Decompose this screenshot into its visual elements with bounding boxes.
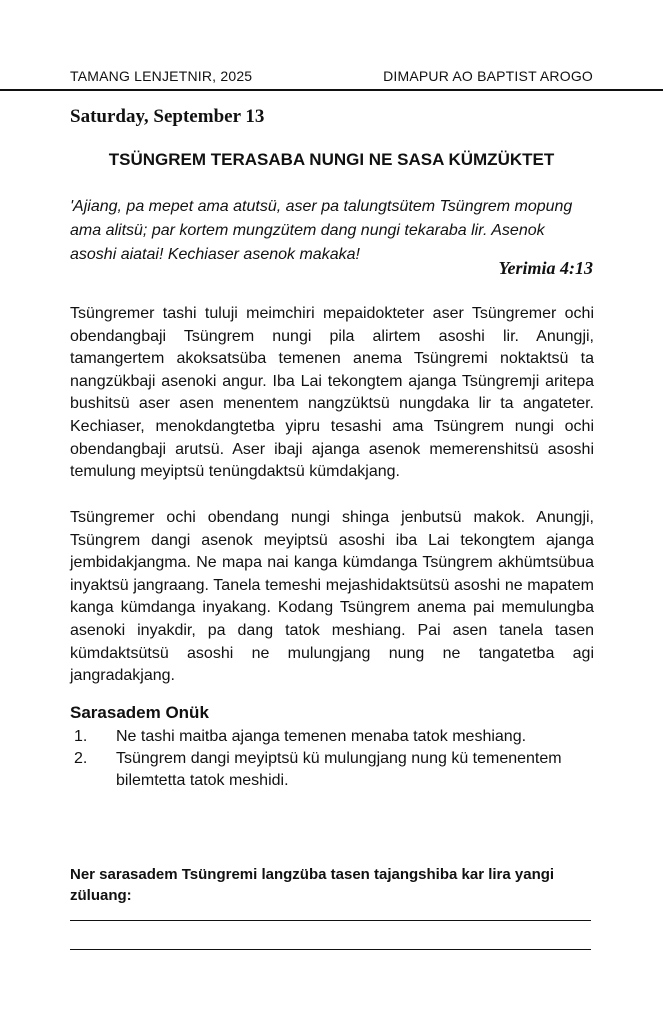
paragraph-2: Tsüngremer ochi obendang nungi shinga jenbutsü makok. Anungji, Tsüngrem dangi asenok meyiptsü asoshi iba Lai tekongtem ajanga jembidakjangma. Ne mapa nai kanga kümdanga Tsüngrem akhümtsübua inyaktsü jangraang. Tanela temeshi mejashidaktsütsü asoshi ne mapatem kanga kümdanga inyakang. Kodang Tsüngrem anema pai memulungba asenoki inyakdir, pa dang tatok meshiang. Pai asen tanela tasen kümdaktsütsü asoshi ne mulungjang nung ne tangatetba agi jangradakjang. bbox=[70, 509, 594, 685]
writing-prompt: Ner sarasadem Tsüngremi langzüba tasen tajangshiba kar lira yangi züluang: bbox=[70, 866, 555, 904]
bible-verse: 'Ajiang, pa mepet ama atutsü, aser pa talungtsütem Tsüngrem mopung ama alitsü; par kortem mungzütem dang nungi tekaraba lir. Asenok asoshi aiatai! Kechiaser asenok makaka! bbox=[70, 198, 573, 263]
writing-line[interactable] bbox=[70, 920, 591, 921]
page-title: TSÜNGREM TERASABA NUNGI NE SASA KÜMZÜKTET bbox=[108, 150, 555, 169]
list-text: Ne tashi maitba ajanga temenen menaba tatok meshiang. bbox=[116, 728, 527, 745]
list-item bbox=[70, 748, 594, 792]
list-number: 1. bbox=[74, 728, 88, 745]
reflection-heading: Sarasadem Onük bbox=[70, 703, 209, 722]
list-item bbox=[70, 726, 594, 748]
writing-line[interactable] bbox=[70, 949, 591, 950]
header-right: DIMAPUR AO BAPTIST AROGO bbox=[383, 68, 593, 84]
date-heading: Saturday, September 13 bbox=[70, 106, 265, 127]
header-rule bbox=[0, 89, 663, 91]
list-text: Tsüngrem dangi meyiptsü kü mulungjang nung kü temenentem bilemtetta tatok meshidi. bbox=[116, 750, 562, 789]
paragraph-1: Tsüngremer tashi tuluji meimchiri mepaidokteter aser Tsüngremer ochi obendangbaji Tsüngrem nungi pila alirtem asoshi lir. Anungji, tamangertem akoksatsüba temenen anema Tsüngremi noktaktsü ta nangzükbaji asenoki angur. Iba Lai tekongtem ajanga Tsüngremji aritepa bushitsü aser asen menentem nangzüktsü nungdaka lir ta angateter. Kechiaser, menokdangtetba yipru tesashi ama Tsüngrem nungi ochi obendangbaji arutsü. Aser ibaji ajanga asenok memerenshitsü asoshi temulung meyiptsü tenüngdaktsü kümdakjang. bbox=[70, 305, 594, 481]
header-left: TAMANG LENJETNIR, 2025 bbox=[70, 68, 253, 84]
reflection-list bbox=[70, 726, 594, 792]
verse-reference: Yerimia 4:13 bbox=[498, 258, 593, 278]
list-number: 2. bbox=[74, 750, 88, 767]
running-header bbox=[70, 68, 593, 88]
